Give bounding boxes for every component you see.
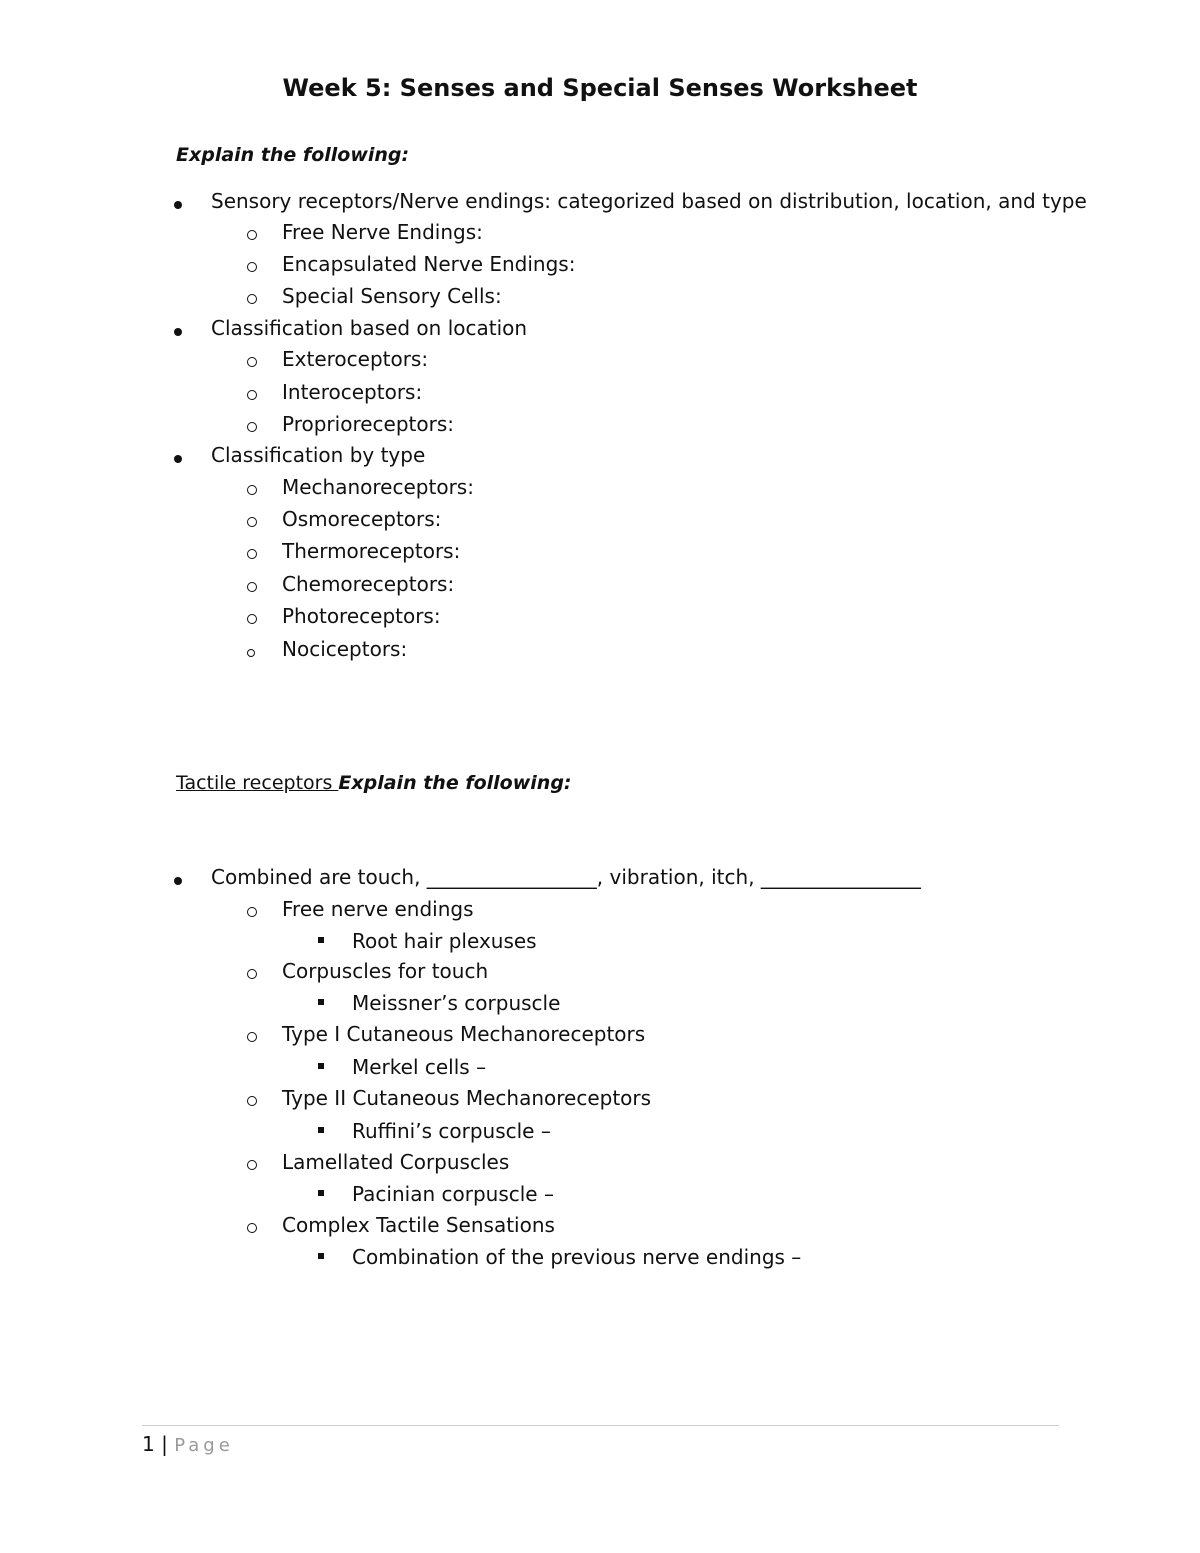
sub-list-item: Photoreceptors: xyxy=(282,604,441,628)
sub-list-item: Type II Cutaneous Mechanoreceptors xyxy=(282,1086,652,1110)
circle-bullet-icon xyxy=(247,540,257,564)
page-label: Page xyxy=(174,1435,234,1456)
circle-bullet-icon xyxy=(247,285,257,309)
sub-list-item: Interoceptors: xyxy=(282,380,423,404)
bullet-icon xyxy=(174,866,182,890)
list-item: Classification based on location xyxy=(211,316,528,340)
page-footer xyxy=(142,1432,234,1456)
sub-list-item: Nociceptors: xyxy=(282,637,408,661)
circle-bullet-icon xyxy=(247,476,257,500)
list-item: Classification by type xyxy=(211,443,426,467)
sub-sub-list-item: Combination of the previous nerve endings – xyxy=(352,1245,802,1269)
sub-sub-list-item: Meissner’s corpuscle xyxy=(352,991,561,1015)
list-item: Combined are touch, _________________, vibration, itch, ________________ xyxy=(211,865,921,889)
circle-bullet-icon xyxy=(247,1087,257,1111)
square-bullet-icon xyxy=(318,1119,324,1137)
circle-bullet-icon xyxy=(247,605,257,629)
sub-list-item: Osmoreceptors: xyxy=(282,507,442,531)
bullet-icon xyxy=(174,190,182,214)
section2-heading-underlined: Tactile receptors xyxy=(176,772,339,794)
circle-bullet-icon xyxy=(247,508,257,532)
sub-list-item: Complex Tactile Sensations xyxy=(282,1213,555,1237)
page-number: 1 xyxy=(142,1432,155,1456)
circle-bullet-icon xyxy=(247,1151,257,1175)
sub-list-item: Free Nerve Endings: xyxy=(282,220,483,244)
sub-list-item: Encapsulated Nerve Endings: xyxy=(282,252,576,276)
section1-heading: Explain the following: xyxy=(176,144,410,166)
sub-sub-list-item: Pacinian corpuscle – xyxy=(352,1182,554,1206)
sub-list-item: Mechanoreceptors: xyxy=(282,475,474,499)
sub-list-item: Corpuscles for touch xyxy=(282,959,489,983)
bullet-icon xyxy=(174,444,182,468)
circle-bullet-icon xyxy=(247,960,257,984)
section2-heading xyxy=(176,772,572,794)
square-bullet-icon xyxy=(318,1182,324,1200)
footer-separator: | xyxy=(154,1432,175,1456)
square-bullet-icon xyxy=(318,929,324,947)
sub-list-item: Type I Cutaneous Mechanoreceptors xyxy=(282,1022,646,1046)
page-title: Week 5: Senses and Special Senses Worksheet xyxy=(282,74,918,102)
list-item: Sensory receptors/Nerve endings: categorized based on distribution, location, and type xyxy=(211,189,1087,213)
sub-list-item: Proprioreceptors: xyxy=(282,412,454,436)
sub-list-item: Thermoreceptors: xyxy=(282,539,461,563)
bullet-icon xyxy=(174,317,182,341)
circle-bullet-icon xyxy=(247,638,255,662)
circle-bullet-icon xyxy=(247,348,257,372)
section2-heading-italic: Explain the following: xyxy=(338,772,572,794)
circle-bullet-icon xyxy=(247,381,257,405)
circle-bullet-icon xyxy=(247,1214,257,1238)
sub-list-item: Free nerve endings xyxy=(282,897,474,921)
sub-sub-list-item: Root hair plexuses xyxy=(352,929,537,953)
sub-list-item: Exteroceptors: xyxy=(282,347,429,371)
sub-sub-list-item: Merkel cells – xyxy=(352,1055,487,1079)
sub-list-item: Special Sensory Cells: xyxy=(282,284,502,308)
square-bullet-icon xyxy=(318,1055,324,1073)
circle-bullet-icon xyxy=(247,1023,257,1047)
circle-bullet-icon xyxy=(247,253,257,277)
sub-list-item: Lamellated Corpuscles xyxy=(282,1150,510,1174)
sub-sub-list-item: Ruffini’s corpuscle – xyxy=(352,1119,551,1143)
sub-list-item: Chemoreceptors: xyxy=(282,572,455,596)
square-bullet-icon xyxy=(318,1245,324,1263)
square-bullet-icon xyxy=(318,991,324,1009)
circle-bullet-icon xyxy=(247,573,257,597)
footer-divider xyxy=(142,1425,1059,1426)
circle-bullet-icon xyxy=(247,413,257,437)
circle-bullet-icon xyxy=(247,221,257,245)
circle-bullet-icon xyxy=(247,898,257,922)
